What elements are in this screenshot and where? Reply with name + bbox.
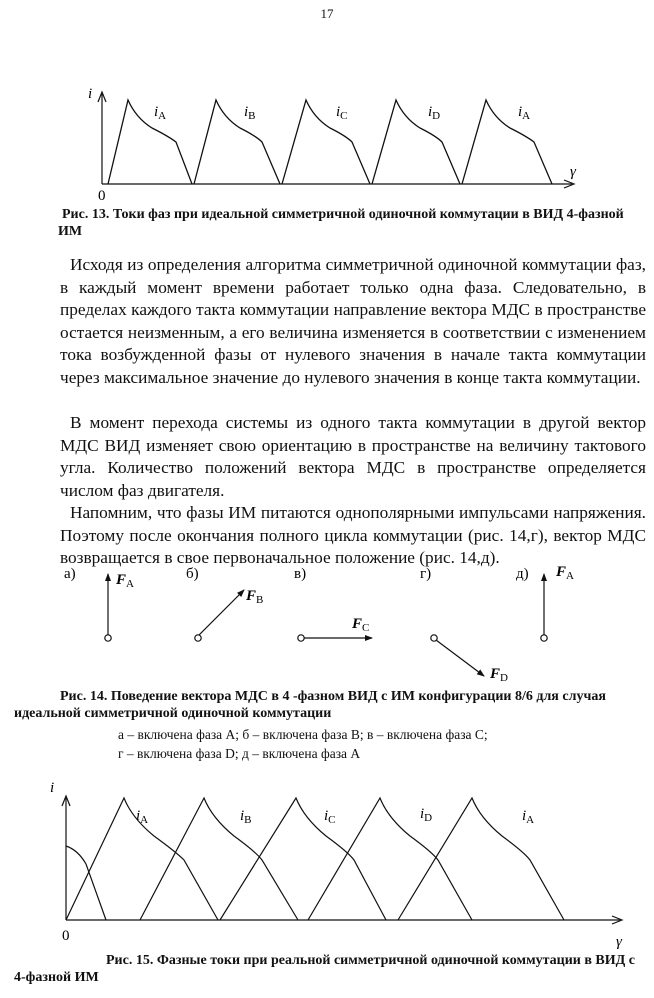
svg-text:FA xyxy=(555,566,574,582)
vector-a2-label: F xyxy=(556,566,567,580)
svg-text:iC xyxy=(324,808,336,826)
fig13-phase-d-sub: D xyxy=(432,110,441,122)
figure-13-plot xyxy=(0,0,654,200)
fig13-phase-a: i xyxy=(154,104,159,120)
svg-text:iD xyxy=(428,104,440,122)
fig13-curve-d xyxy=(372,100,460,184)
paragraph-1 xyxy=(60,254,646,390)
fig15-phase-a2-sub: A xyxy=(526,814,535,826)
vector-d-origin xyxy=(431,635,437,641)
fig15-phase-c-sub: C xyxy=(328,814,336,826)
vector-c-label: F xyxy=(352,616,363,632)
fig13-phase-b: i xyxy=(244,104,249,120)
fig15-phase-b: i xyxy=(240,808,245,824)
figure-14-vectors xyxy=(0,566,654,686)
fig15-phase-c: i xyxy=(324,808,329,824)
vector-d xyxy=(436,640,484,676)
fig13-phase-a-sub: A xyxy=(158,110,167,122)
fig15-curve-d0 xyxy=(66,846,106,920)
fig15-phase-b-sub: B xyxy=(244,814,252,826)
paragraph-3-text: Напомним, что фазы ИМ питаются однополярными импульсами напряжения. Поэтому после окончания полного цикла коммутации (рис. 14,г), вектор МДС возвращается в свое первоначальное положение (рис. 14,д). xyxy=(60,503,646,568)
fig14-legend-line1: а – включена фаза A; б – включена фаза B; в – включена фаза C; xyxy=(118,727,488,742)
fig15-phase-a: i xyxy=(136,808,141,824)
fig13-phase-a2: i xyxy=(518,104,523,120)
fig13-origin: 0 xyxy=(98,188,106,200)
svg-text:iA xyxy=(136,808,148,826)
svg-text:iA xyxy=(518,104,530,122)
paragraph-1-text: Исходя из определения алгоритма симметричной одиночной коммутации фаз, в каждый момент времени работает только одна фаза. Следовательно, в пределах каждого такта коммутации направление вектора МДС в пространстве остается неизменным, а его величина изменяется в соответствии с изменением тока возбужденной фазы от нулевого значения в начале такта коммутации через максимальное значение до нулевого значения в конце такта коммутации. xyxy=(60,255,646,387)
figure-15-plot xyxy=(0,764,654,960)
fig15-phase-a2: i xyxy=(522,808,527,824)
vector-a2-origin xyxy=(541,635,547,641)
panel-c-letter: в) xyxy=(294,566,307,582)
vector-c-origin xyxy=(298,635,304,641)
panel-a-letter: а) xyxy=(64,566,76,582)
vector-a-origin xyxy=(105,635,111,641)
fig13-curve-b xyxy=(194,100,280,184)
fig15-phase-d-sub: D xyxy=(424,812,433,824)
fig13-phase-c-sub: C xyxy=(340,110,348,122)
fig15-caption: Рис. 15. Фазные токи при реальной симметричной одиночной коммутации в ВИД с 4-фазной ИМ xyxy=(14,953,635,985)
svg-text:iD xyxy=(420,806,432,824)
fig13-phase-c: i xyxy=(336,104,341,120)
page-number: 17 xyxy=(320,6,334,21)
svg-text:iB xyxy=(240,808,252,826)
fig13-curve-c xyxy=(282,100,370,184)
svg-text:FC xyxy=(351,616,369,634)
svg-text:FB xyxy=(245,588,263,606)
vector-b-sub: B xyxy=(256,594,264,606)
vector-b xyxy=(198,590,244,636)
fig15-phase-d: i xyxy=(420,806,425,822)
fig13-curves xyxy=(108,100,552,184)
vector-c-sub: C xyxy=(362,622,370,634)
fig15-curve-b xyxy=(140,798,298,920)
fig14-legend-line2: г – включена фаза D; д – включена фаза A xyxy=(118,746,361,761)
svg-text:iA xyxy=(154,104,166,122)
fig15-phase-a-sub: A xyxy=(140,814,149,826)
fig13-x-label: γ xyxy=(570,164,576,180)
fig14-caption: Рис. 14. Поведение вектора МДС в 4 -фазном ВИД с ИМ конфигурации 8/6 для случая идеальной симметричной одиночной коммутации xyxy=(14,689,606,721)
vector-d-label: F xyxy=(490,666,501,682)
paragraph-3 xyxy=(60,502,646,570)
fig13-curve-a2 xyxy=(462,100,552,184)
fig13-phase-d: i xyxy=(428,104,433,120)
paragraph-2-text: В момент перехода системы из одного такта коммутации в другой вектор МДС ВИД изменяет свою ориентацию в пространстве на величину тактового угла. Количество положений вектора МДС в пространстве определяется числом фаз двигателя. xyxy=(60,413,646,500)
paragraph-2 xyxy=(60,412,646,502)
panel-e-letter: д) xyxy=(516,566,529,582)
panel-b-letter: б) xyxy=(186,566,199,582)
fig13-phase-b-sub: B xyxy=(248,110,256,122)
fig15-origin: 0 xyxy=(62,928,70,944)
fig13-curve-a xyxy=(108,100,192,184)
svg-text:FD xyxy=(489,666,508,684)
vector-a-label: F xyxy=(116,572,127,588)
vector-b-label: F xyxy=(246,588,257,604)
fig13-caption: Рис. 13. Токи фаз при идеальной симметричной одиночной коммутации в ВИД 4-фазной ИМ xyxy=(58,207,624,239)
fig13-y-label: i xyxy=(88,86,93,102)
vector-a-sub: A xyxy=(126,578,134,590)
fig15-y-label: i xyxy=(50,780,55,796)
vector-b-origin xyxy=(195,635,201,641)
svg-text:iC xyxy=(336,104,348,122)
svg-text:iA xyxy=(522,808,534,826)
svg-text:iB xyxy=(244,104,256,122)
vector-d-sub: D xyxy=(500,672,508,684)
svg-text:FA xyxy=(115,572,134,590)
vector-a2-sub: A xyxy=(566,570,574,582)
fig13-phase-a2-sub: A xyxy=(522,110,531,122)
panel-d-letter: г) xyxy=(420,566,432,582)
fig15-x-label: γ xyxy=(616,934,622,950)
